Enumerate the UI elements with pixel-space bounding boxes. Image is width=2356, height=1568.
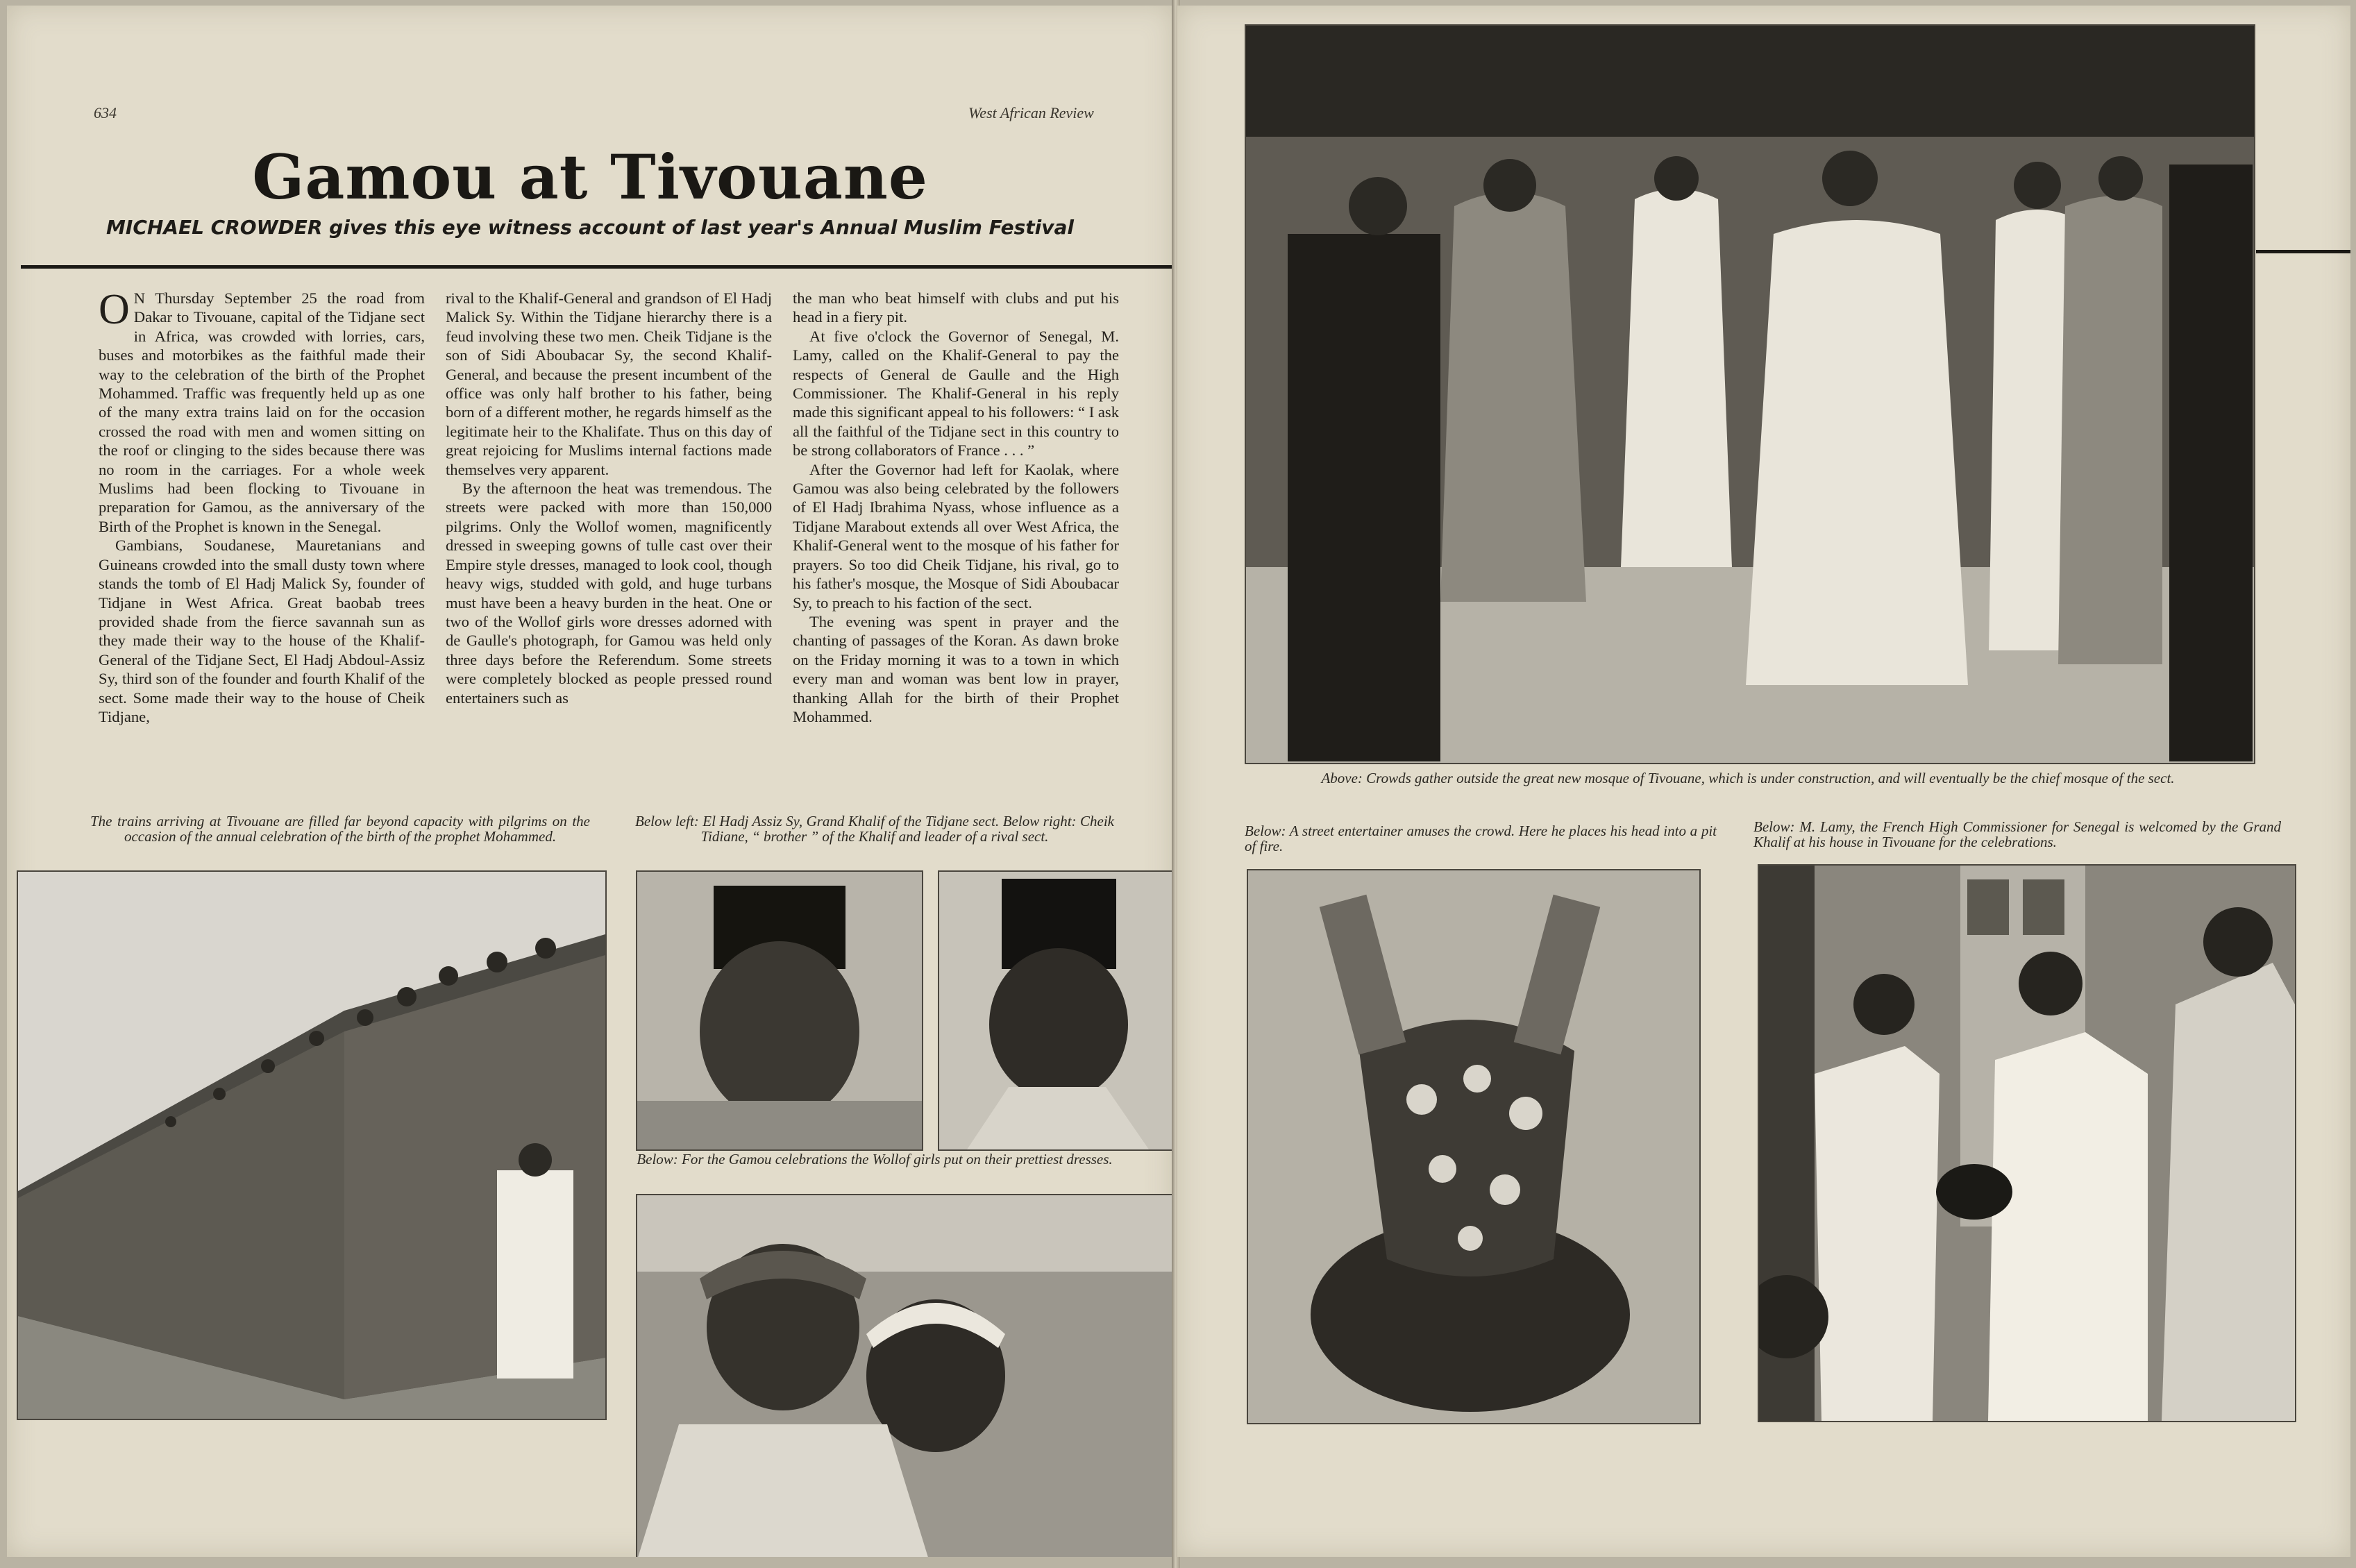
lamy-welcome-photo bbox=[1758, 864, 2296, 1422]
paragraph: By the afternoon the heat was tremendous. The streets were packed with more than 150,000 pilgrims. Only the Wollof women, magnificently dressed in sweeping gowns of tulle cast over their Empire style dresses, managed to look cool, though heavy wigs, studded with gold, and huge turbans must have been a heavy burden in the heat. One or two of the Wollof girls wore dresses adorned with de Gaulle's photograph, for Gamou was held only three days before the Referendum. Some streets were completely blocked as people pressed round entertainers such as bbox=[446, 480, 772, 707]
lamy-caption: Below: M. Lamy, the French High Commissioner for Senegal is welcomed by the Grand Khalif at his house in Tivouane for the celebrations. bbox=[1753, 818, 2281, 850]
header-rule-right bbox=[2256, 250, 2350, 253]
paragraph: O N Thursday September 25 the road from Dakar to Tivouane, capital of the Tidjane sect in Africa, was crowded with lorries, cars, buses and motorbikes as the faithful made their way to the celebration of the birth of the Prophet Mohammed. Traffic was frequently held up as one of the many extra trains laid on for the occasion crossed the road with men and women sitting on the roof or clinging to the sides because there was no room in the carriages. For a whole week Muslims had been flocking to Tivouane in preparation for Gamou, as the anniversary of the Birth of the Prophet is known in the Senegal. bbox=[99, 286, 425, 535]
article-column-3 bbox=[793, 289, 1119, 726]
khalif-portrait-photo bbox=[636, 870, 923, 1151]
article-column-2 bbox=[446, 289, 772, 707]
paragraph: After the Governor had left for Kaolak, where Gamou was also being celebrated by the followers of El Hadj Ibrahima Nyass, whose influence as a Tidjane Marabout extends all over West Africa, the Khalif-General went to the mosque of his father for prayers. So too did Cheik Tidjane, his rival, go to his father's mosque, the Mosque of Sidi Aboubacar Sy, to preach to his faction of the sect. bbox=[793, 460, 1119, 612]
paragraph: The evening was spent in prayer and the chanting of passages of the Koran. As dawn broke on the Friday morning it was to a town in which every man and woman was bent low in prayer, thanking Allah for the birth of their Prophet Mohammed. bbox=[793, 612, 1119, 725]
article-headline: Gamou at Tivouane bbox=[252, 141, 928, 213]
crowd-mosque-photo bbox=[1245, 24, 2255, 764]
cheik-portrait-photo bbox=[938, 870, 1173, 1151]
train-photo bbox=[17, 870, 607, 1420]
entertainer-caption: Below: A street entertainer amuses the crowd. Here he places his head into a pit of fire. bbox=[1245, 823, 1717, 854]
magazine-title: West African Review bbox=[968, 104, 1094, 121]
article-deck: MICHAEL CROWDER gives this eye witness account of last year's Annual Muslim Festival bbox=[106, 216, 1074, 239]
train-caption: The trains arriving at Tivouane are filled far beyond capacity with pilgrims on the occasion of the annual celebration of the birth of the prophet Mohammed. bbox=[90, 813, 590, 845]
paragraph: At five o'clock the Governor of Senegal, M. Lamy, called on the Khalif-General to pay the respects of General de Gaulle and the High Commissioner. The Khalif-General in his reply made this significant appeal to his followers: “ I ask all the faithful of the Tidjane sect in this country to be strong collaborators of France . . . ” bbox=[793, 327, 1119, 460]
wollof-girls-photo bbox=[636, 1194, 1173, 1557]
drop-cap: O bbox=[99, 286, 130, 333]
right-page bbox=[1177, 6, 2350, 1557]
paragraph: Gambians, Soudanese, Mauretanians and Guineans crowded into the small dusty town where stands the tomb of El Hadj Malick Sy, founder of Tidjane in West Africa. Great baobab trees provided shade from the fierce savannah sun as they made their way to the house of the Khalif-General of the Tidjane Sect, El Hadj Abdoul-Assiz Sy, third son of the founder and fourth Khalif of the sect. Some made their way to the house of Cheik Tidjane, bbox=[99, 537, 425, 725]
fire-pit-entertainer-photo bbox=[1247, 869, 1701, 1424]
crowd-caption: Above: Crowds gather outside the great new mosque of Tivouane, which is under construction, and will eventually be the chief mosque of the sect. bbox=[1321, 770, 2175, 786]
left-page bbox=[7, 6, 1173, 1557]
portraits-caption: Below left: El Hadj Assiz Sy, Grand Khalif of the Tidjane sect. Below right: Cheik Tidiane, “ brother ” of the Khalif and leader of a rival sect. bbox=[635, 813, 1114, 845]
paragraph: rival to the Khalif-General and grandson of El Hadj Malick Sy. Within the Tidjane hierarchy there is a feud involving these two men. Cheik Tidjane is the son of Sidi Aboubacar Sy, the second Khalif-General, and because the present incumbent of the office was only half brother to his father, being born of a different mother, he regards himself as the legitimate heir to the Khalifate. Thus on this day of great rejoicing for Muslims internal factions made themselves very apparent. bbox=[446, 289, 772, 478]
girls-caption: Below: For the Gamou celebrations the Wollof girls put on their prettiest dresses. bbox=[637, 1151, 1113, 1167]
header-rule bbox=[21, 265, 1173, 269]
article-column-1 bbox=[99, 286, 425, 726]
paragraph: the man who beat himself with clubs and put his head in a fiery pit. bbox=[793, 289, 1119, 326]
page-number: 634 bbox=[94, 104, 117, 121]
